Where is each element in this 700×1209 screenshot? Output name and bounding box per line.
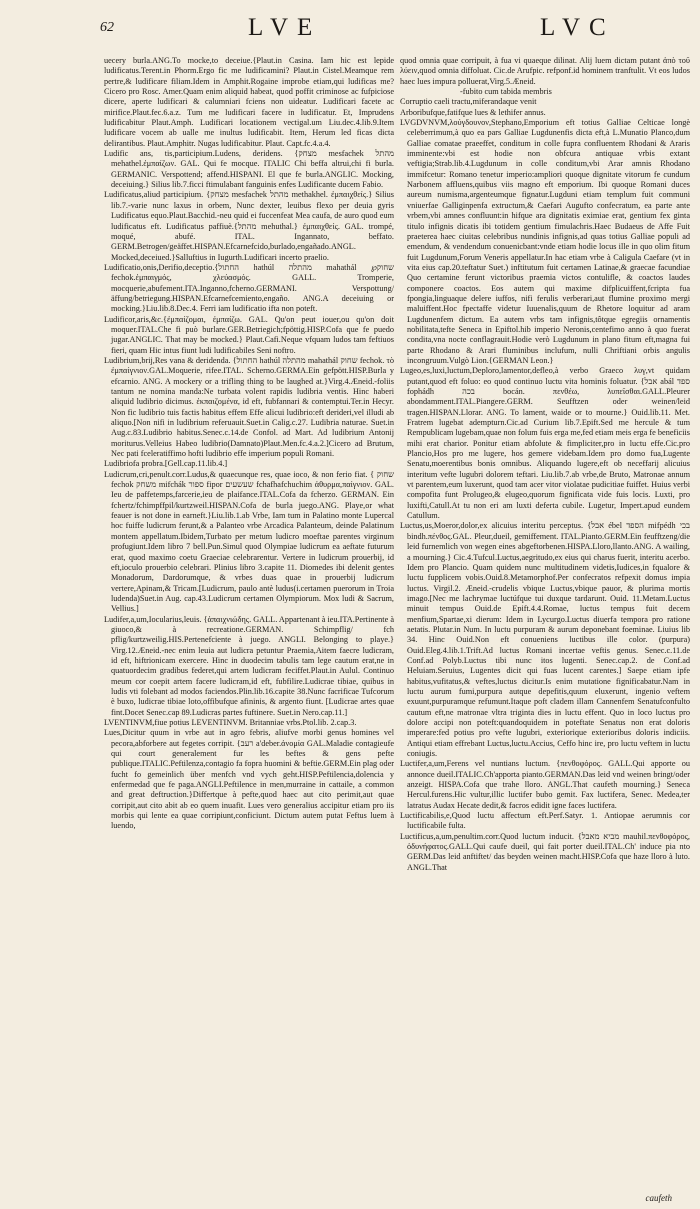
entry-paragraph: quod omnia quae corripuit, à fua vi quaeque dilinat. Alij luem dictam putant ἀπὸ τοῦ λύειν,quod omnia diffoluat. Cic.de Arufpic. refponf.id hominem tranftulit. Vt eos ludos haec lues impura polluerat,Virg.5.Æneid. — [400, 56, 690, 86]
verse-line: Arboribufque,fatifque lues & lethifer annus. — [400, 107, 546, 117]
left-column — [104, 56, 394, 832]
verse-line: Corruptio caeli tractu,miferandaque venit — [400, 97, 537, 107]
entry-paragraph: Ludificatio,onis,Derifio,deceptio.{החתול hathúl מהתלה mahathál ℘שחוק fechok.ἐμπαιγμός, χλεύασμός. GALL. Tromperie, mocquerie,abufement.ITA.Inganno,fcherno.GERMANI. Verspottung/äffung/betriegung.HISPAN.Efcarnefcemiento,engaño. ANG.A deceiuing or mocking.}Liu.lib.8.Dec.4. Ferri iam ludificatio ifta non poteft. — [104, 262, 394, 314]
entry-paragraph: uecery burla.ANG.To mocke,to deceiue.{Plaut.in Casina. Iam hic est lepide ludificatus.Terent.in Phorm.Ergo fic me ludificamini? Plaut.in Cistel.Meamque rem pertre,& ludificare filiam.Idem in Amphit.Rogaine improbe etiam,qui ludificas me?Cicero pro Rosc. Amer.Quam enim aliquid habeat, quod poffit criminose ac fufpiciose dicere, aperte ludificari & calumniari fciens non uideatur. Ludificari facete ac mirifice.Plaut.fec.6.a.z. Tum me ludificari facere in ludificatur. Et, Imprudens ludificabitur Plaut.Amph. Ludificari locationem vectigal.um Liu.dec.4.lib.9.Item ludificare vocem ab ualle me inultus ludificabit. Item, Herum led ficas dicta delirantibus. Plaut.Amphitr. Nugas ludificabitur. Plaut. Capt.fc.4.a.4. — [104, 56, 394, 148]
entry-paragraph: Lugeo,es,luxi,luctum,Deploro,lamentor,defleo,à verbo Graeco λυγ,vt quidam putant,quod eft foluo: eo quod continuo luctu vita hominis foluatur. {אבל abál ספד fophádh בכה bocán. πενθέω, λυπεῖσθαι.GALL.Pleurer abondamment.ITAL.Piangere.GERM. Seufftzen oder weinen/leid tragen.HISPAN.Llorar. ANG. To lament, waide or to mourne.} Ouid.lib.11. Met. Fratrem lugebat adempturn.Cic.ad Curium lib.7.Epift.Sed me hercule & tum Rempublicam lugebam,quae non folum fuis erga me,fed etiam meis erga fe beneficiis mihi erat charior. Ponitur etiam abfolute & fimpliciter,pro in luctu effe.Cic.pro Plancio,Hos pro me lugere, hos gemere videbam.Idem pro domo fua,Lugente Senatu,moerentibus bonis omnibus. Aliquando lugere,eft ob neceffarij alicuius interitum vefte lugubri dolorem teftari. Liu.lib.7.ab vrbe,de Bruto, Matronae annum vt parentem,eum luxerunt, quod tam acer vitor violatae pudicitiae fuiffet. Huius verbi compofita funt Prolugeo,& elugeo,quorum fignificata vide fuis locis. Luxti, pro luxifti,Catull.At tu non eri am luxti deferta cubile. Lugetur, Impert.apud eundem Catullum. — [400, 366, 690, 521]
entry-paragraph: Ludibrium,brij,Res vana & deridenda. {החתול hathúl מהתלה mahathál שחוק fechok. τὸ ἐμπαίγνιον.GAL.Moquerie, rifee.ITAL. Scherno.GERMA.Ein gefpött.HISP.Burla y efcarnio. ANG. A mockery or a trifling thing to be laughed at.}Virg.4.Æneid.-foliis tantum ne nomina manda:Ne turbata volent rapidis ludibria ventis. Hinc haberi aliquid ludibrio dicimus. ἐκπαιζομένα, id eft, fubfannari & contemptui.Ter.in Hecyr. Non fic ludibrio tuis factis habitus effem Effe alicui ludibrio:eft derideri,vel illudi ab aliquo.[Non nifi in ludibrium referuauit.Suet.in Calig.c.27. Ludibria naturae. Suet.in Aug.c.83.Ludibrio habitus.Senec.c.14.de Confol. ad Mart. Ad ludibrium Antonij moriturus.Velleius Habeo ludibrio(Damnato)Plaut.Men.fc.4.a.2.]Cicero ad Brutum, Nec pati fceleratiffimo hofti ludibrio effe imperium populi Romani. — [104, 355, 394, 459]
catchword: caufeth — [645, 1193, 672, 1203]
entry-paragraph: Luctus,us,Moeror,dolor,ex alicuius interitu perceptus. {אבל ébel הספד mifpédh בכי bindh.πένθος.GAL. Pleur,dueil, gemiffement. ITAL.Pianto.GERM.Ein feufftzeng/die leid furnemlich von wegen eines abgeftorbenen.HISPA.Lloro,llanto.ANG. A wailing, a mourning.} Cic.4.Tufcul.Luctus,aegritudo,ex eius qui charus fuerit, interitu acerbo. Idem pro Plancio. Quam quidem nunc multitudinem videtis,Iudices,in fqualore & luctu fupplicem vobis.Ouid.8.Metamorphof.Per confecratos refpexit domus impia luctus. Virgil.2. Æneid.-crudelis vbique Luctus,vbique pauor, & plurima mortis imago.[Nec me lachrymae luctúfque tui duxque tardarunt. Ouid. 11.Metam.Luctus minuit tempus Ouid.de Epift.4.4.Romae, luctus tempus fuit decem menfium,Spartae,xi dierum: Idem in Lycurgo.Luctus diuerfa tempora pro ratione aetatis. Plutar.in Num. In luctu purpuram & aurum deponebant foeminae. Liuius lib 34. Hinc Ouid.Non eft conueniens luctibus ille color. (purpura) Ouid.Eleg.4.lib.1.Trift.Ad luctus Romani incertae veftis genus. Senec.c.11.de Conf.ad Polyb.Luctus tibi nunc itos lugenti. Senec.cap.2. de Conf.ad Heluiam.Seruius, Lugentes dicit qui fuas lucent carentes.] Saepe etiam ipfe habitus,vufitatus,& veftes,luctus dicitur.Is enim mutatione fignificabatur.Nam in luctu aurum fumi,purpura autque depefitis,quum eluxerunt, ingenio veftem exuunt,purpuramque refumunt.Itaque poft cladem illam Cannenfem Senatufconfulto cautum eft,ne matronae vltra triginta dies in luctu effent. Quo in loco luctus pro dolore accipi non poteft:quandoquidem in poteftate Senatus non erat doloris imperare:fed potius pro vefte lugubri, exteriorique exterioribus doloris indiciis. Antiqui etiam effrebant Luctus,luctu.Accius, Ceffo hinc ire, pro luctu veftem in luctu coniugis. — [400, 521, 690, 759]
page-number: 62 — [100, 20, 114, 35]
entry-paragraph: Ludificatus,aliud participium. {מצחק mesfachek מהתל methakhel. ἐμπαιχθείς.} Silius lib.7.-varie nunc laxus in orbem, Nunc dexter, leuibus flexo per deuia gyris Ludificatus equo.Plaut.Bacchid.-neu quid ei fuccenfeat Mea caufa, de auro quod eum ludificatus eft. Ludificatus paffiuè.{מהתל mehuthal.} ἐμπαιχθείς. GAL. trompé, moqué, abufé. ITAL. Ingannato, beffato. GERM.Betrogen/geäffet.HISPAN.Efcarnefcido,burlado,engañado.ANGL. Mocked,deceiued.}Salluftius in Iugurth.Ludificari incerto praelio. — [104, 190, 395, 262]
entry-paragraph: Luctificabilis,e,Quod luctu affectum eft.Perf.Satyr. 1. Antiopae aerumnis cor luctificabile fulta. — [400, 811, 690, 831]
entry-paragraph: Ludificor,aris,&c.{ἐμπαίζομαι, ἐμπαίζω. GAL. Qu'on peut iouer,ou qu'on doit moquer.ITAL.Che fi può burlare.GER.Betriegich;fpöttig.HISP.Cofa que fe puedo jugar.ANGLIC. That may be mocked.} Plaut.Cafi.Neque vfquam ludos tam feftiuos fieri, quam Hic intus fiunt ludi ludificabiles Seni noftro. — [104, 314, 394, 355]
entry-paragraph: Ludibriofa probra.[Gell.cap.11.lib.4.] — [104, 459, 228, 469]
entry-paragraph: Lues,Dicitur quum in vrbe aut in agro febris, aliufve morbi genus homines vel pecora,abforbere aut fegetes corripit. {רעב a'deber.ἀνομία GAL.Maladie contagieufe qui court generalement fur les beftes & gens pefte publique.ITALIC.Peftilenza,contagio fa fopra huomini & beftie.GERM.Ein plag oder fucht fo gemeinlich über menfch vnd vych geht.HISP.Peftilencia,dolencia y enfermedad que fe paga.ANGLI.Peftilence in men,murraine in cattaile, a common and great deftruction.}Differtque à pefte,quod haec aut cito perimit,aut quae corripit,aut cito abit ab eo quem inuafit. Lues vero generalius accipitur etiam pro iis morbis qui lente ea quae corripiunt,conficiunt. Dictum autem putat Feftus luem à luendo, — [104, 728, 394, 831]
verse-line: -fubito cum tabida membris — [460, 87, 552, 97]
entry-paragraph: Ludific ans, tis,participium.Ludens, deridens. {מצחק mesfachek מהתל mehathel.ἐμπαίζων. GAL. Qui fe mocque. ITALIC Chi beffa altrui,chi fi burla. GERMANIC. Verspottend; affend.HISPANI. El que fe burla.ANGLIC. Mocking, deceiuing.} Silius lib.7.ficci ftimulabant fanguinis enfes Ludificante ducem Fabio. — [104, 149, 394, 190]
entry-paragraph: Ludifer,a,um,Iocularius,leuis. {ἀπαιχνιώδης. GALL. Appartenant à ieu.ITA.Pertinente à giuoco,& à recreatione.GERMAN. Schimpflig/ fch pflig/kurtzweilig.HIS.Pertenefciente à juego. ANGLI. Belonging to playe.} Virg.12.Æneid.-nec enim leuia aut ludicra petuntur Praemia,Aitem faecre ludicram, id eft, hiftrionicam exercere. Hinc in duodecim tabulis tam lege cautum erat,ne in quatuordecim gradibus federet,qui artem ludicram feciffet.Plaut.in Aulul. Continuo meum cor coepit artem facere ludicram,id eft, fubfilire.Ludicrae tibiae, quibus in ludis vti folebant ad modos faciendos.Plin.lib.16.capite 38.Nunc facrificae Tufcorum è buxo, ludicrae tibiae loto,offibufque afininis, & argento fiunt. [Ludicrae artes quae fint.Docet Senec.cap 89.Ludicras partes fuftinere. Suet.in Nero.cap.11.] — [104, 614, 394, 717]
page-header — [0, 14, 700, 48]
entry-paragraph: Luctificus,a,um,penultim.corr.Quod luctum inducit. {מביא מאבל mauhil.πενθοφόρος, ὀδυνήφατος.GALL.Qui caufe dueil, qui fait porter dueil.ITAL.Ch' induce pia nto GERM.Das leid anftiftet/ das beyden weinen macht.HISP.Cofa que haze lloro à luto. ANGL.That — [400, 831, 690, 872]
entry-paragraph: LVGDVNVM,λούγδουνον,Stephano,Emporium eft totius Galliae Celticae longè celeberrimum,à quo ea pars Galliae Lugdunenfis dicta eft,à L.Munatio Planco,dum Galliae comatae praeeffet, conditum in colle fupra confluentem Rhodani & Araris imminente:vbi est hodie non obfcura antiquae vrbis extant veftigia;Strab.lib.4.Lugdunum in colle conditum,vbi Arar amnis Rhodano immifcetur: Romano tenetur imperio:ampliori quoque dignitate vitorum fe cundum Narbonem affluens,quibus viis magno eft emporium. Ibi quoque Romani duces aureum numisma,argenteumque fignatur.Lugduni etiam templum fuit communi vniuerfae Galliginpenfa extructum,& Caefari Augufto confecratum, ea parte ante vrbem,vbi amnes confluunt:in hifque ara dignitatis eximiae erat, gentium fex ginta titulo infignis dicatis ibi totidem gentium fimulachris.Haec Budaeus de Affe Fuit praeterea haec ciuitas celebribus nundinis infignis,ad quas totius Galliae populi ad emendum, & vendendum conuenicbant:vnde etiam hodie locus ille in quo olim fitum fuit Lugdunum,Forum Veneris appellatur.In hac etiam vrbe à Caligula Caefare (vt in vita eius cap.20.teftatur Suet.) inftitutum fuit certamen Latinae,& graecae facundiae Quo certamine ferunt victoribus praemia victos contulifle, & coactos laudes componere coactos. Eos autem qui maxime difplicuiffent,fcripta fua fpongia,linguaque delere iuffos, nifi ferulis verberari,aut flumine proximo mergi maluiffent.Hoc fpectaffe videtur Iuuenalis,quum de Rhetore loquitur ad aram Lugdunenfem dictum. Ea autem vrbs tam infignis,tôtque egregiis ornamentis nobilitata,tefte Seneca in Epiftol.hib imperio Neronis,centefimo anno à quo fuerat condita,vna nocte conflagrauit.Hodie verò Lugdunum in plano fitum eft,magna fui parte Rhodano & Arari fluminibus inclufum, nulli Chriftiani orbis angulis incongruum.Vulgò Lion.{GERMAN Leon.} — [400, 118, 690, 365]
running-head-left: LVE — [248, 14, 322, 41]
entry-paragraph: Ludicrum,cri,penult.corr.Ludus,& quaecunque res, quae ioco, & non ferio fiat. { שחוק fechok משחק mifchák ספור fipor שעשעים fchafhafchuchim ἀθυρμα,παίγνιον. GAL. Ieu de paffetemps,farcerie,ieu de plaifance.ITAL.Cofa da fcherzo. GERMAN. Ein fchertz/fchimpffpil/kurtzweil.HISPAN.Cofa de burla juego.ANG. Playe,or what feauer is not done in earneft.}Liu.lib.1.ab Vrbe, Iam tum in Palatino monte Lupercal hoc fuiffe ludicrum ferunt,& a Palanteo vrbe Arcadica Palanteum, deinde Palatinum montem appellatum.Ibidem,Turbato per metum ludicro moeftae parentes virginum profugiunt.Idem libro 7 bell.Pun.Simul quod Olympiae ludicrum ea aeftate futurum erat, quod maximo coetu Graeciae celebrarentur. Vertere in ludicrum prouerbij, id eft,ioculo prouerbio celebrari. Plinius libro 3.capite 11. Diomedes ibi delenit gentes Monadorum, Dardorumque, & vrbes duas quae in prouerbij ludicrum vertere,Apinam,& Tricam.[Ludicrum, paulo antè ludus(i.certamen puerorum in Troia ludenda)Suet.in Aug. cap.43.Ludicrum certamen Olympiorum. Mox ludi & Sacrum, Vellius.] — [104, 469, 394, 614]
running-head-right: LVC — [540, 14, 615, 41]
entry-paragraph: LVENTINVM,fiue potius LEVENTINVM. Britanniae vrbs.Ptol.lib. 2.cap.3. — [104, 718, 357, 727]
right-column — [400, 56, 690, 873]
entry-paragraph: Luctifer,a,um,Ferens vel nuntians luctum. {πενθοφόρος. GALL.Qui apporte ou annonce dueil.ITALIC.Ch'apporta pianto.GERMAN.Das leid vnd weinen bringt/oder anzeigt. HISPA.Cofa que trahe lloro. ANGL.That caufeth mourning.} Seneca Hercul.furens.Hic vultur,illic luctifer bubo gemit. Fax luctifera, Senec. Medea,ter latratus Audax Hecate dedit,& facros edidit igne faces luctifera. — [400, 759, 690, 810]
